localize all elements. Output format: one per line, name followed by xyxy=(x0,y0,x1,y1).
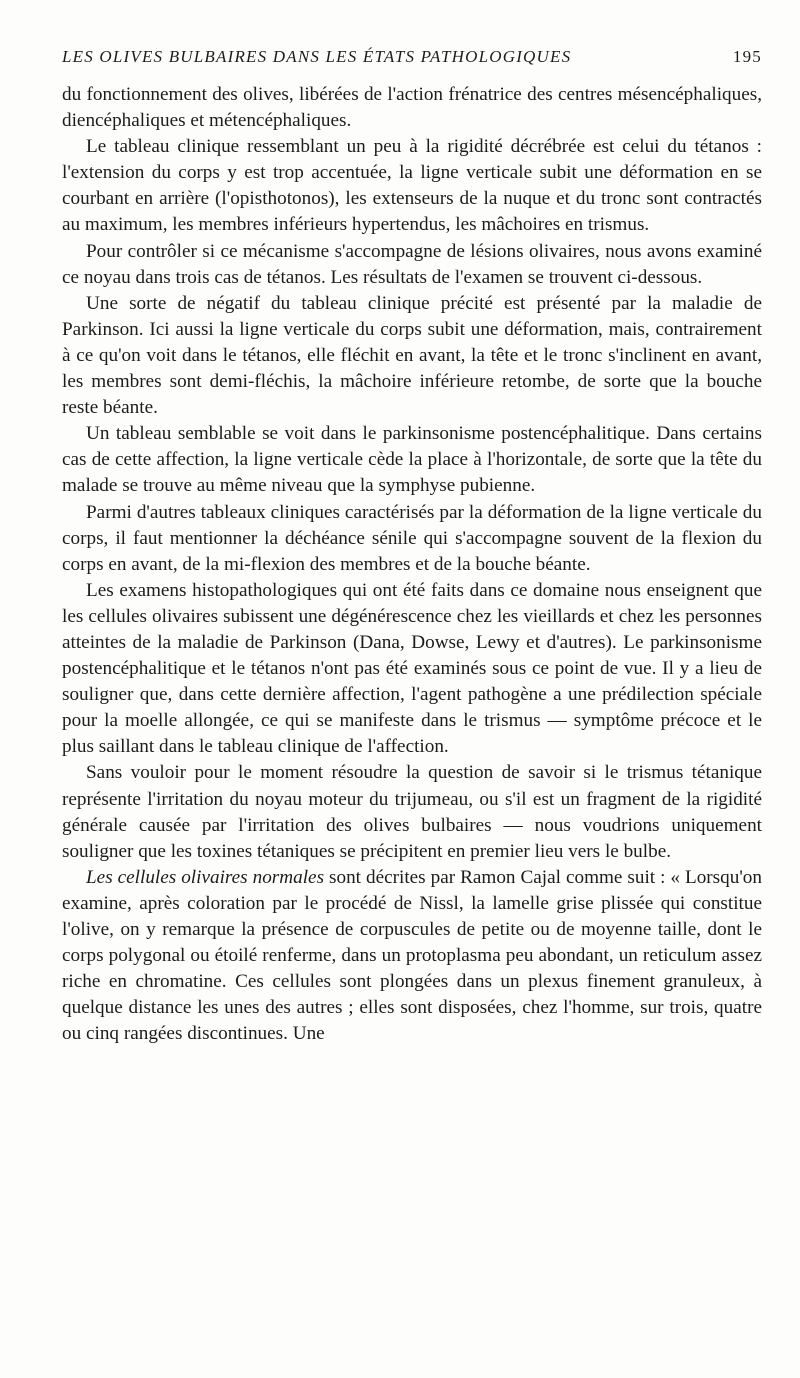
paragraph-postencephalitic: Un tableau semblable se voit dans le parkinsonisme postencéphalitique. Dans certains cas de cette affection, la ligne verticale cède la place à l'horizontale, de sorte que la tête du malade se trouve au même niveau que la symphyse pubienne. xyxy=(62,423,762,497)
paragraph-tetanus-examination: Pour contrôler si ce mécanisme s'accompagne de lésions olivaires, nous avons examiné ce noyau dans trois cas de tétanos. Les résultats de l'examen se trouvent ci-dessous. xyxy=(62,240,762,288)
paragraph-tetanus-clinical: Le tableau clinique ressemblant un peu à la rigidité décrébrée est celui du tétanos : l'extension du corps y est trop accentuée, la ligne verticale subit une déformation en se courbant en arrière (l'opisthotonos), les extenseurs de la nuque et du tronc sont contractés au maximum, les membres inférieurs hypertendus, les mâchoires en trismus. xyxy=(62,136,762,236)
paragraph-histopathology: Les examens histopathologiques qui ont été faits dans ce domaine nous enseignent que les cellules olivaires subissent une dégénérescence chez les vieillards et chez les personnes atteintes de la maladie de Parkinson (Dana, Dowse, Lewy et d'autres). Le parkinsonisme postencéphalitique et le tétanos n'ont pas été examinés sous ce point de vue. Il y a lieu de souligner que, dans cette dernière affection, l'agent pathogène a une prédilection spéciale pour la moelle allongée, ce qui se manifeste dans le trismus — symptôme précoce et le plus saillant dans le tableau clinique de l'affection. xyxy=(62,579,762,758)
body-text xyxy=(62,82,762,1047)
page-number: 195 xyxy=(732,47,762,66)
paragraph-senile-decline: Parmi d'autres tableaux cliniques caractérisés par la déformation de la ligne verticale du corps, il faut mentionner la déchéance sénile qui s'accompagne souvent de la flexion du corps en avant, de la mi-flexion des membres et de la bouche béante. xyxy=(62,501,762,575)
paragraph-parkinson: Une sorte de négatif du tableau clinique précité est présenté par la maladie de Parkinson. Ici aussi la ligne verticale du corps subit une déformation, mais, contrairement à ce qu'on voit dans le tétanos, elle fléchit en avant, la tête et le tronc s'inclinent en avant, les membres sont demi-fléchis, la mâchoire inférieure retombe, de sorte que la bouche reste béante. xyxy=(62,292,762,419)
paragraph-continuation: du fonctionnement des olives, libérées de l'action frénatrice des centres mésencéphaliques, diencéphaliques et métencéphaliques. xyxy=(62,84,762,132)
running-title: LES OLIVES BULBAIRES DANS LES ÉTATS PATHOLOGIQUES xyxy=(62,47,572,66)
paragraph-trismus: Sans vouloir pour le moment résoudre la question de savoir si le trismus tétanique représente l'irritation du noyau moteur du trijumeau, ou s'il est un fragment de la rigidité générale causée par l'irritation des olives bulbaires — nous voudrions uniquement souligner que les toxines tétaniques se précipitent en premier lieu vers le bulbe. xyxy=(62,762,762,862)
paragraph-olivary-cells xyxy=(62,865,762,1048)
italic-lead: Les cellules olivaires normales xyxy=(86,866,325,888)
running-head xyxy=(62,47,762,69)
paragraph-olivary-cells-text: sont décrites par Ramon Cajal comme suit : « Lorsqu'on examine, après coloration par le procédé de Nissl, la lamelle grise plissée qui constitue l'olive, on y remarque la présence de corpuscules de petite ou de moyenne taille, dont le corps polygonal ou étoilé renferme, dans un protoplasma peu abondant, un reticulum assez riche en chromatine. Ces cellules sont plongées dans un plexus finement granuleux, à quelque distance les unes des autres ; elles sont disposées, chez l'homme, sur trois, quatre ou cinq rangées discontinues. Une xyxy=(62,866,762,1045)
